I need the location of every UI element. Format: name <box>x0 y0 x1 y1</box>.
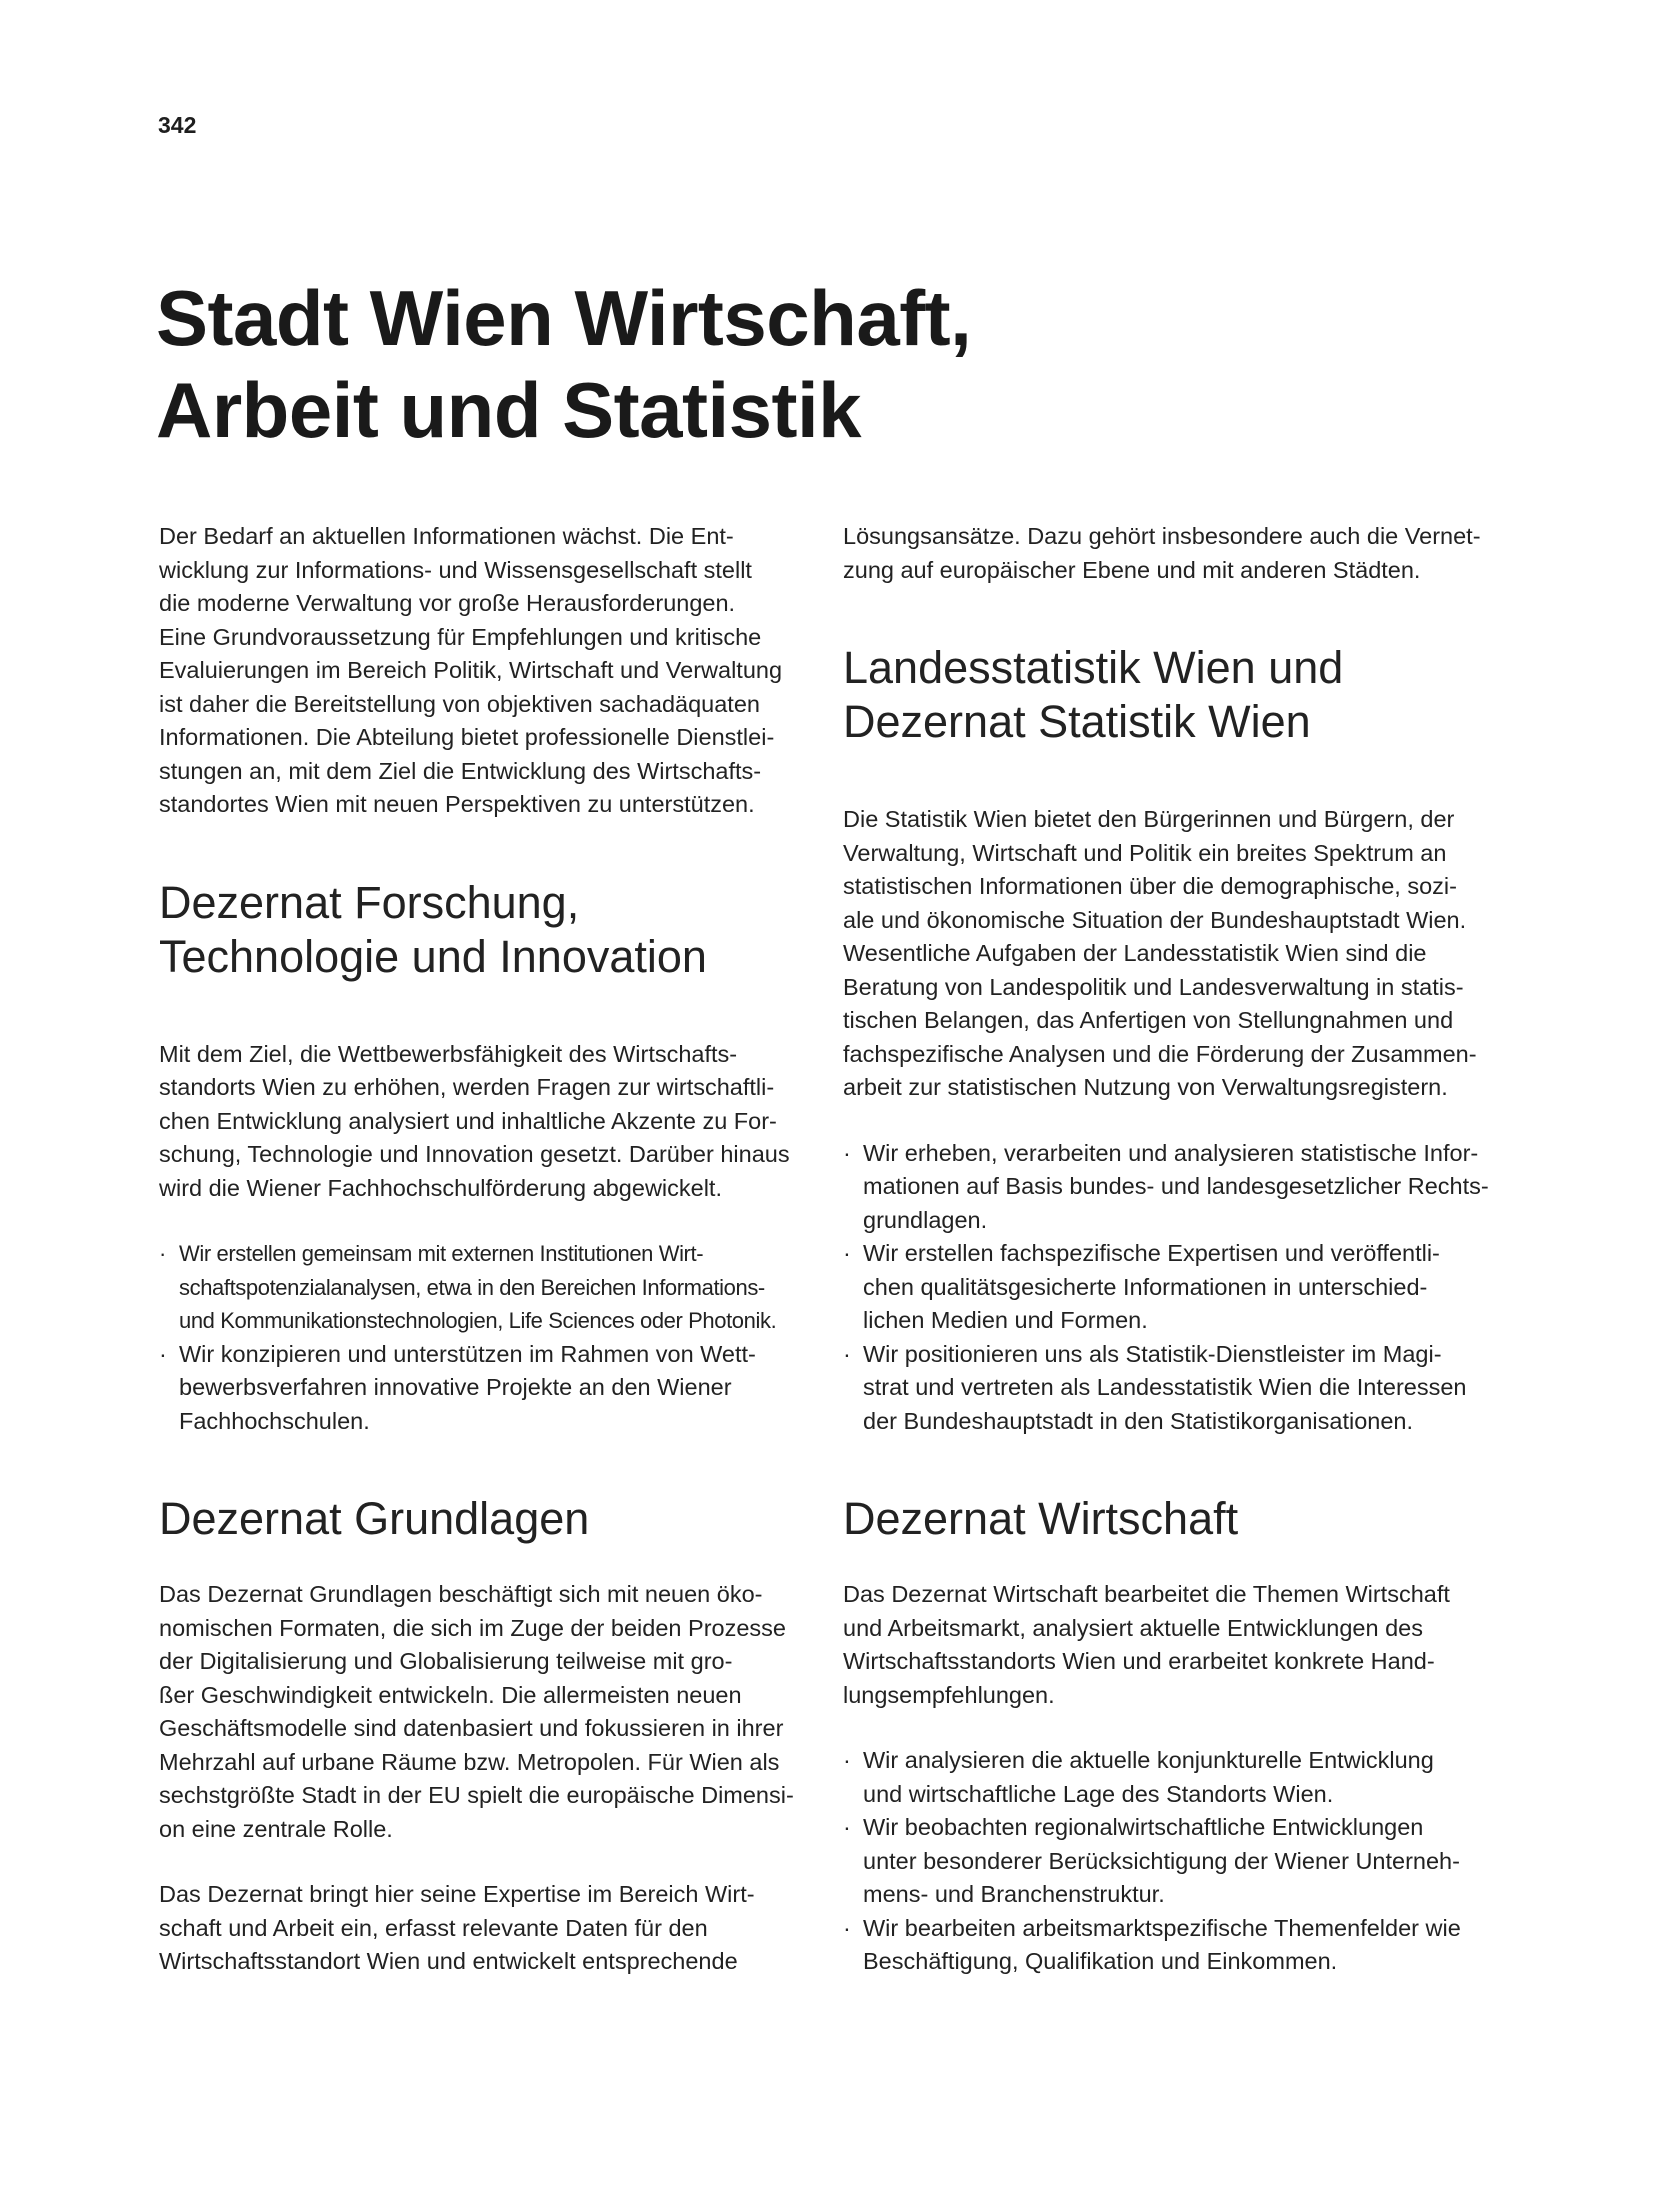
text-line: Wir erheben, verarbeiten und analysieren statistische Infor- <box>863 1139 1479 1166</box>
text-line: Eine Grundvoraussetzung für Empfehlungen und kritische <box>159 623 762 650</box>
list-item <box>843 1811 1515 1912</box>
text-line: chen qualitätsgesicherte Informationen in unterschied- <box>863 1273 1428 1300</box>
fti-bullet-list <box>159 1237 831 1438</box>
continuation-paragraph <box>843 520 1515 587</box>
text-line: der Bundeshauptstadt in den Statistikorganisationen. <box>863 1407 1414 1434</box>
text-line: Informationen. Die Abteilung bietet professionelle Dienstlei- <box>159 724 775 750</box>
text-line: Der Bedarf an aktuellen Informationen wächst. Die Ent- <box>159 523 734 549</box>
list-item <box>843 1744 1515 1811</box>
text-line: sechstgrößte Stadt in der EU spielt die europäische Dimensi- <box>159 1782 794 1808</box>
text-line: Geschäftsmodelle sind datenbasiert und fokussieren in ihrer <box>159 1715 784 1741</box>
bullet-icon: · <box>843 1139 851 1166</box>
wirtschaft-paragraph <box>843 1578 1515 1712</box>
text-line: Verwaltung, Wirtschaft und Politik ein breites Spektrum an <box>843 839 1447 866</box>
text-line: mens- und Branchenstruktur. <box>863 1881 1165 1907</box>
list-item <box>843 1912 1515 1979</box>
text-line: bewerbsverfahren innovative Projekte an den Wiener <box>179 1374 732 1400</box>
text-line: wird die Wiener Fachhochschulförderung abgewickelt. <box>159 1174 722 1201</box>
text-line: Wirtschaftsstandorts Wien und erarbeitet konkrete Hand- <box>843 1648 1435 1674</box>
text-line: stungen an, mit dem Ziel die Entwicklung des Wirtschafts- <box>159 757 762 784</box>
title-line: Arbeit und Statistik <box>156 366 862 454</box>
text-line: der Digitalisierung und Globalisierung teilweise mit gro- <box>159 1648 733 1674</box>
heading-line: Dezernat Forschung, <box>159 876 580 928</box>
text-line: Wesentliche Aufgaben der Landesstatistik Wien sind die <box>843 940 1427 966</box>
heading-line: Technologie und Innovation <box>159 930 707 982</box>
text-line: Wir konzipieren und unterstützen im Rahmen von Wett- <box>179 1340 756 1367</box>
text-line: statistischen Informationen über die demographische, sozi- <box>843 873 1457 899</box>
text-line: Beratung von Landespolitik und Landesverwaltung in statis- <box>843 973 1464 1000</box>
text-line: tischen Belangen, das Anfertigen von Stellungnahmen und <box>843 1007 1454 1033</box>
text-line: Mehrzahl auf urbane Räume bzw. Metropolen. Für Wien als <box>159 1748 780 1775</box>
text-line: ist daher die Bereitstellung von objektiven sachadäquaten <box>159 690 760 717</box>
text-line: arbeit zur statistischen Nutzung von Verwaltungsregistern. <box>843 1074 1448 1100</box>
text-line: Das Dezernat Wirtschaft bearbeitet die Themen Wirtschaft <box>843 1581 1450 1607</box>
text-line: Wir erstellen gemeinsam mit externen Institutionen Wirt- <box>179 1241 704 1266</box>
statistik-paragraph <box>843 803 1515 1105</box>
text-line: Wirtschaftsstandort Wien und entwickelt entsprechende <box>159 1948 738 1974</box>
text-line: fachspezifische Analysen und die Förderung der Zusammen- <box>843 1040 1477 1067</box>
heading-line: Landesstatistik Wien und <box>843 642 1344 693</box>
bullet-icon: · <box>843 1914 851 1941</box>
text-line: lichen Medien und Formen. <box>863 1307 1148 1333</box>
text-line: die moderne Verwaltung vor große Herausforderungen. <box>159 590 736 616</box>
heading-line: Dezernat Wirtschaft <box>843 1493 1239 1544</box>
list-item <box>843 1137 1515 1238</box>
text-line: unter besonderer Berücksichtigung der Wiener Unterneh- <box>863 1847 1460 1874</box>
text-line: und Arbeitsmarkt, analysiert aktuelle Entwicklungen des <box>843 1614 1423 1641</box>
heading-line: Dezernat Statistik Wien <box>843 696 1311 747</box>
page-number: 342 <box>158 112 197 138</box>
text-line: Wir beobachten regionalwirtschaftliche Entwicklungen <box>863 1814 1424 1840</box>
text-line: zung auf europäischer Ebene und mit anderen Städten. <box>843 556 1421 583</box>
text-line: grundlagen. <box>863 1206 988 1233</box>
bullet-icon: · <box>843 1747 851 1773</box>
bullet-icon: · <box>843 1340 851 1367</box>
heading-line: Dezernat Grundlagen <box>159 1493 590 1544</box>
text-line: Wir positionieren uns als Statistik-Dienstleister im Magi- <box>863 1340 1442 1367</box>
text-line: Wir bearbeiten arbeitsmarktspezifische Themenfelder wie <box>863 1914 1461 1941</box>
section-heading-statistik <box>843 641 1515 749</box>
title-line: Stadt Wien Wirtschaft, <box>156 274 972 362</box>
bullet-icon: · <box>159 1241 166 1266</box>
left-column <box>159 520 831 1979</box>
list-item <box>843 1338 1515 1439</box>
page-title <box>156 272 971 456</box>
statistik-bullet-list <box>843 1137 1515 1439</box>
text-line: nomischen Formaten, die sich im Zuge der beiden Prozesse <box>159 1614 786 1641</box>
text-line: schaft und Arbeit ein, erfasst relevante Daten für den <box>159 1914 708 1941</box>
text-line: strat und vertreten als Landesstatistik Wien die Interessen <box>863 1374 1467 1400</box>
text-line: Wir analysieren die aktuelle konjunkturelle Entwicklung <box>863 1747 1434 1773</box>
section-heading-wirtschaft <box>843 1492 1515 1546</box>
text-line: schaftspotenzialanalysen, etwa in den Bereichen Informations- <box>179 1274 765 1300</box>
bullet-icon: · <box>159 1340 167 1367</box>
list-item <box>843 1237 1515 1338</box>
text-line: Evaluierungen im Bereich Politik, Wirtschaft und Verwaltung <box>159 657 783 683</box>
text-line: und wirtschaftliche Lage des Standorts Wien. <box>863 1780 1334 1807</box>
text-line: Fachhochschulen. <box>179 1407 370 1434</box>
text-line: und Kommunikationstechnologien, Life Sciences oder Photonik. <box>179 1308 777 1333</box>
bullet-icon: · <box>843 1240 851 1266</box>
text-line: Die Statistik Wien bietet den Bürgerinnen und Bürgern, der <box>843 806 1455 832</box>
list-item <box>159 1338 831 1439</box>
intro-paragraph <box>159 520 831 822</box>
text-line: schung, Technologie und Innovation gesetzt. Darüber hinaus <box>159 1141 790 1167</box>
text-line: on eine zentrale Rolle. <box>159 1815 393 1842</box>
fti-paragraph <box>159 1038 831 1206</box>
grundlagen-paragraph <box>159 1578 831 1846</box>
right-column <box>843 520 1515 1979</box>
text-line: Das Dezernat bringt hier seine Expertise im Bereich Wirt- <box>159 1881 755 1907</box>
text-line: ale und ökonomische Situation der Bundeshauptstadt Wien. <box>843 906 1467 933</box>
section-heading-grundlagen <box>159 1492 831 1546</box>
text-line: standorts Wien zu erhöhen, werden Fragen zur wirtschaftli- <box>159 1074 775 1100</box>
wirtschaft-bullet-list <box>843 1744 1515 1979</box>
text-line: wicklung zur Informations- und Wissensgesellschaft stellt <box>159 556 752 583</box>
text-line: ßer Geschwindigkeit entwickeln. Die allermeisten neuen <box>159 1681 742 1708</box>
text-line: Das Dezernat Grundlagen beschäftigt sich mit neuen öko- <box>159 1581 763 1607</box>
section-heading-fti <box>159 876 831 984</box>
text-line: Lösungsansätze. Dazu gehört insbesondere auch die Vernet- <box>843 523 1481 549</box>
text-line: mationen auf Basis bundes- und landesgesetzlicher Rechts- <box>863 1173 1489 1199</box>
text-line: Beschäftigung, Qualifikation und Einkommen. <box>863 1948 1338 1974</box>
text-line: Wir erstellen fachspezifische Expertisen und veröffentli- <box>863 1240 1440 1266</box>
text-line: Mit dem Ziel, die Wettbewerbsfähigkeit des Wirtschafts- <box>159 1040 738 1067</box>
bullet-icon: · <box>843 1814 851 1840</box>
text-line: chen Entwicklung analysiert und inhaltliche Akzente zu For- <box>159 1107 777 1134</box>
text-line: lungsempfehlungen. <box>843 1681 1055 1708</box>
grundlagen-paragraph <box>159 1878 831 1979</box>
list-item <box>159 1237 831 1338</box>
text-line: standortes Wien mit neuen Perspektiven zu unterstützen. <box>159 791 755 817</box>
